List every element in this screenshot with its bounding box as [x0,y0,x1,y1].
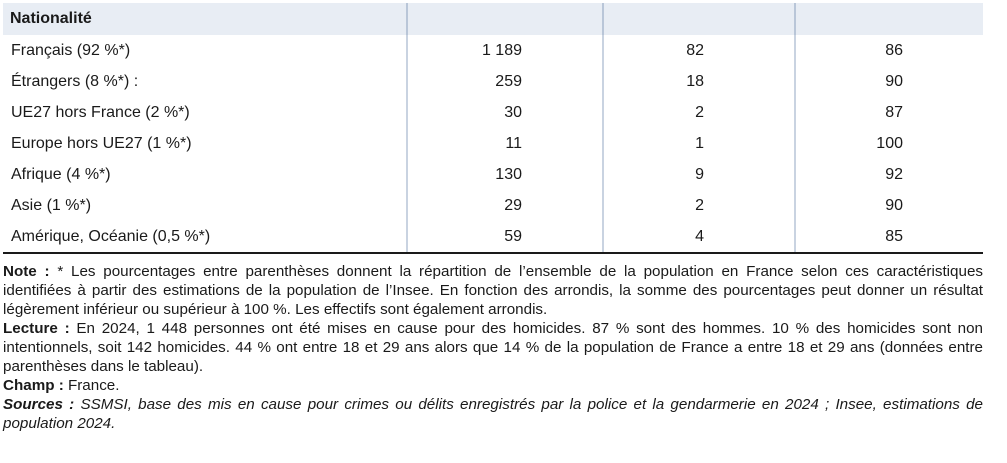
table-row [3,35,983,66]
sources-label: Sources : [3,396,75,413]
cell-col2: 2 [603,190,795,221]
cell-col1: 130 [407,159,603,190]
note-label: Note : [3,263,50,280]
sources-paragraph [3,395,983,433]
cell-col3: 100 [795,128,983,159]
row-label: Étrangers (8 %*) : [11,72,139,90]
cell-col1: 1 189 [407,35,603,66]
cell-col3: 92 [795,159,983,190]
cell-col1: 11 [407,128,603,159]
table-row [3,190,983,221]
cell-col2: 82 [603,35,795,66]
row-label: Amérique, Océanie (0,5 %*) [3,221,407,253]
champ-text: France. [63,377,120,394]
note-text: * Les pourcentages entre parenthèses donnent la répartition de l’ensemble de la population en France selon ces caractéristiques identifiées à partir des estimations de la population de l’Insee. En fonction des arrondis, la somme des pourcentages peut donner un résultat légèrement inférieur ou supérieur à 100 %. Les effectifs sont également arrondis. [3,263,983,318]
cell-col3: 90 [795,190,983,221]
row-label: Europe hors UE27 (1 %*) [11,134,192,152]
cell-col3: 87 [795,97,983,128]
row-label: UE27 hors France (2 %*) [11,103,190,121]
sources-text: SSMSI, base des mis en cause pour crimes ou délits enregistrés par la police et la gendarmerie en 2024 ; Insee, estimations de population 2024. [3,396,983,432]
cell-col1: 30 [407,97,603,128]
champ-paragraph [3,376,983,395]
lecture-paragraph [3,319,983,376]
cell-col1: 259 [407,66,603,97]
table-row [3,128,983,159]
cell-col3: 90 [795,66,983,97]
lecture-text: En 2024, 1 448 personnes ont été mises en cause pour des homicides. 87 % sont des hommes. 10 % des homicides sont non intentionnels, soit 142 homicides. 44 % ont entre 18 et 29 ans alors que 14 % de la population de France a entre 18 et 29 ans (données entre parenthèses dans le tableau). [3,320,983,375]
lecture-label: Lecture : [3,320,70,337]
cell-col1: 29 [407,190,603,221]
note-paragraph [3,262,983,319]
table-header-row [3,3,983,35]
cell-col1: 59 [407,221,603,253]
nationality-table [3,3,983,254]
cell-col3: 86 [795,35,983,66]
cell-col3: 85 [795,221,983,253]
header-cell-empty [407,3,603,35]
row-label: Asie (1 %*) [11,196,92,214]
row-label: Français (92 %*) [11,41,131,59]
cell-col2: 18 [603,66,795,97]
cell-col2: 4 [603,221,795,253]
cell-col2: 1 [603,128,795,159]
header-nationalite: Nationalité [3,3,407,35]
cell-col2: 9 [603,159,795,190]
table-row [3,221,983,253]
row-label: Afrique (4 %*) [11,165,111,183]
table-row [3,159,983,190]
cell-col2: 2 [603,97,795,128]
table-row [3,97,983,128]
header-cell-empty [795,3,983,35]
header-cell-empty [603,3,795,35]
table-row [3,66,983,97]
table-notes [3,262,983,433]
champ-label: Champ : [3,377,64,394]
